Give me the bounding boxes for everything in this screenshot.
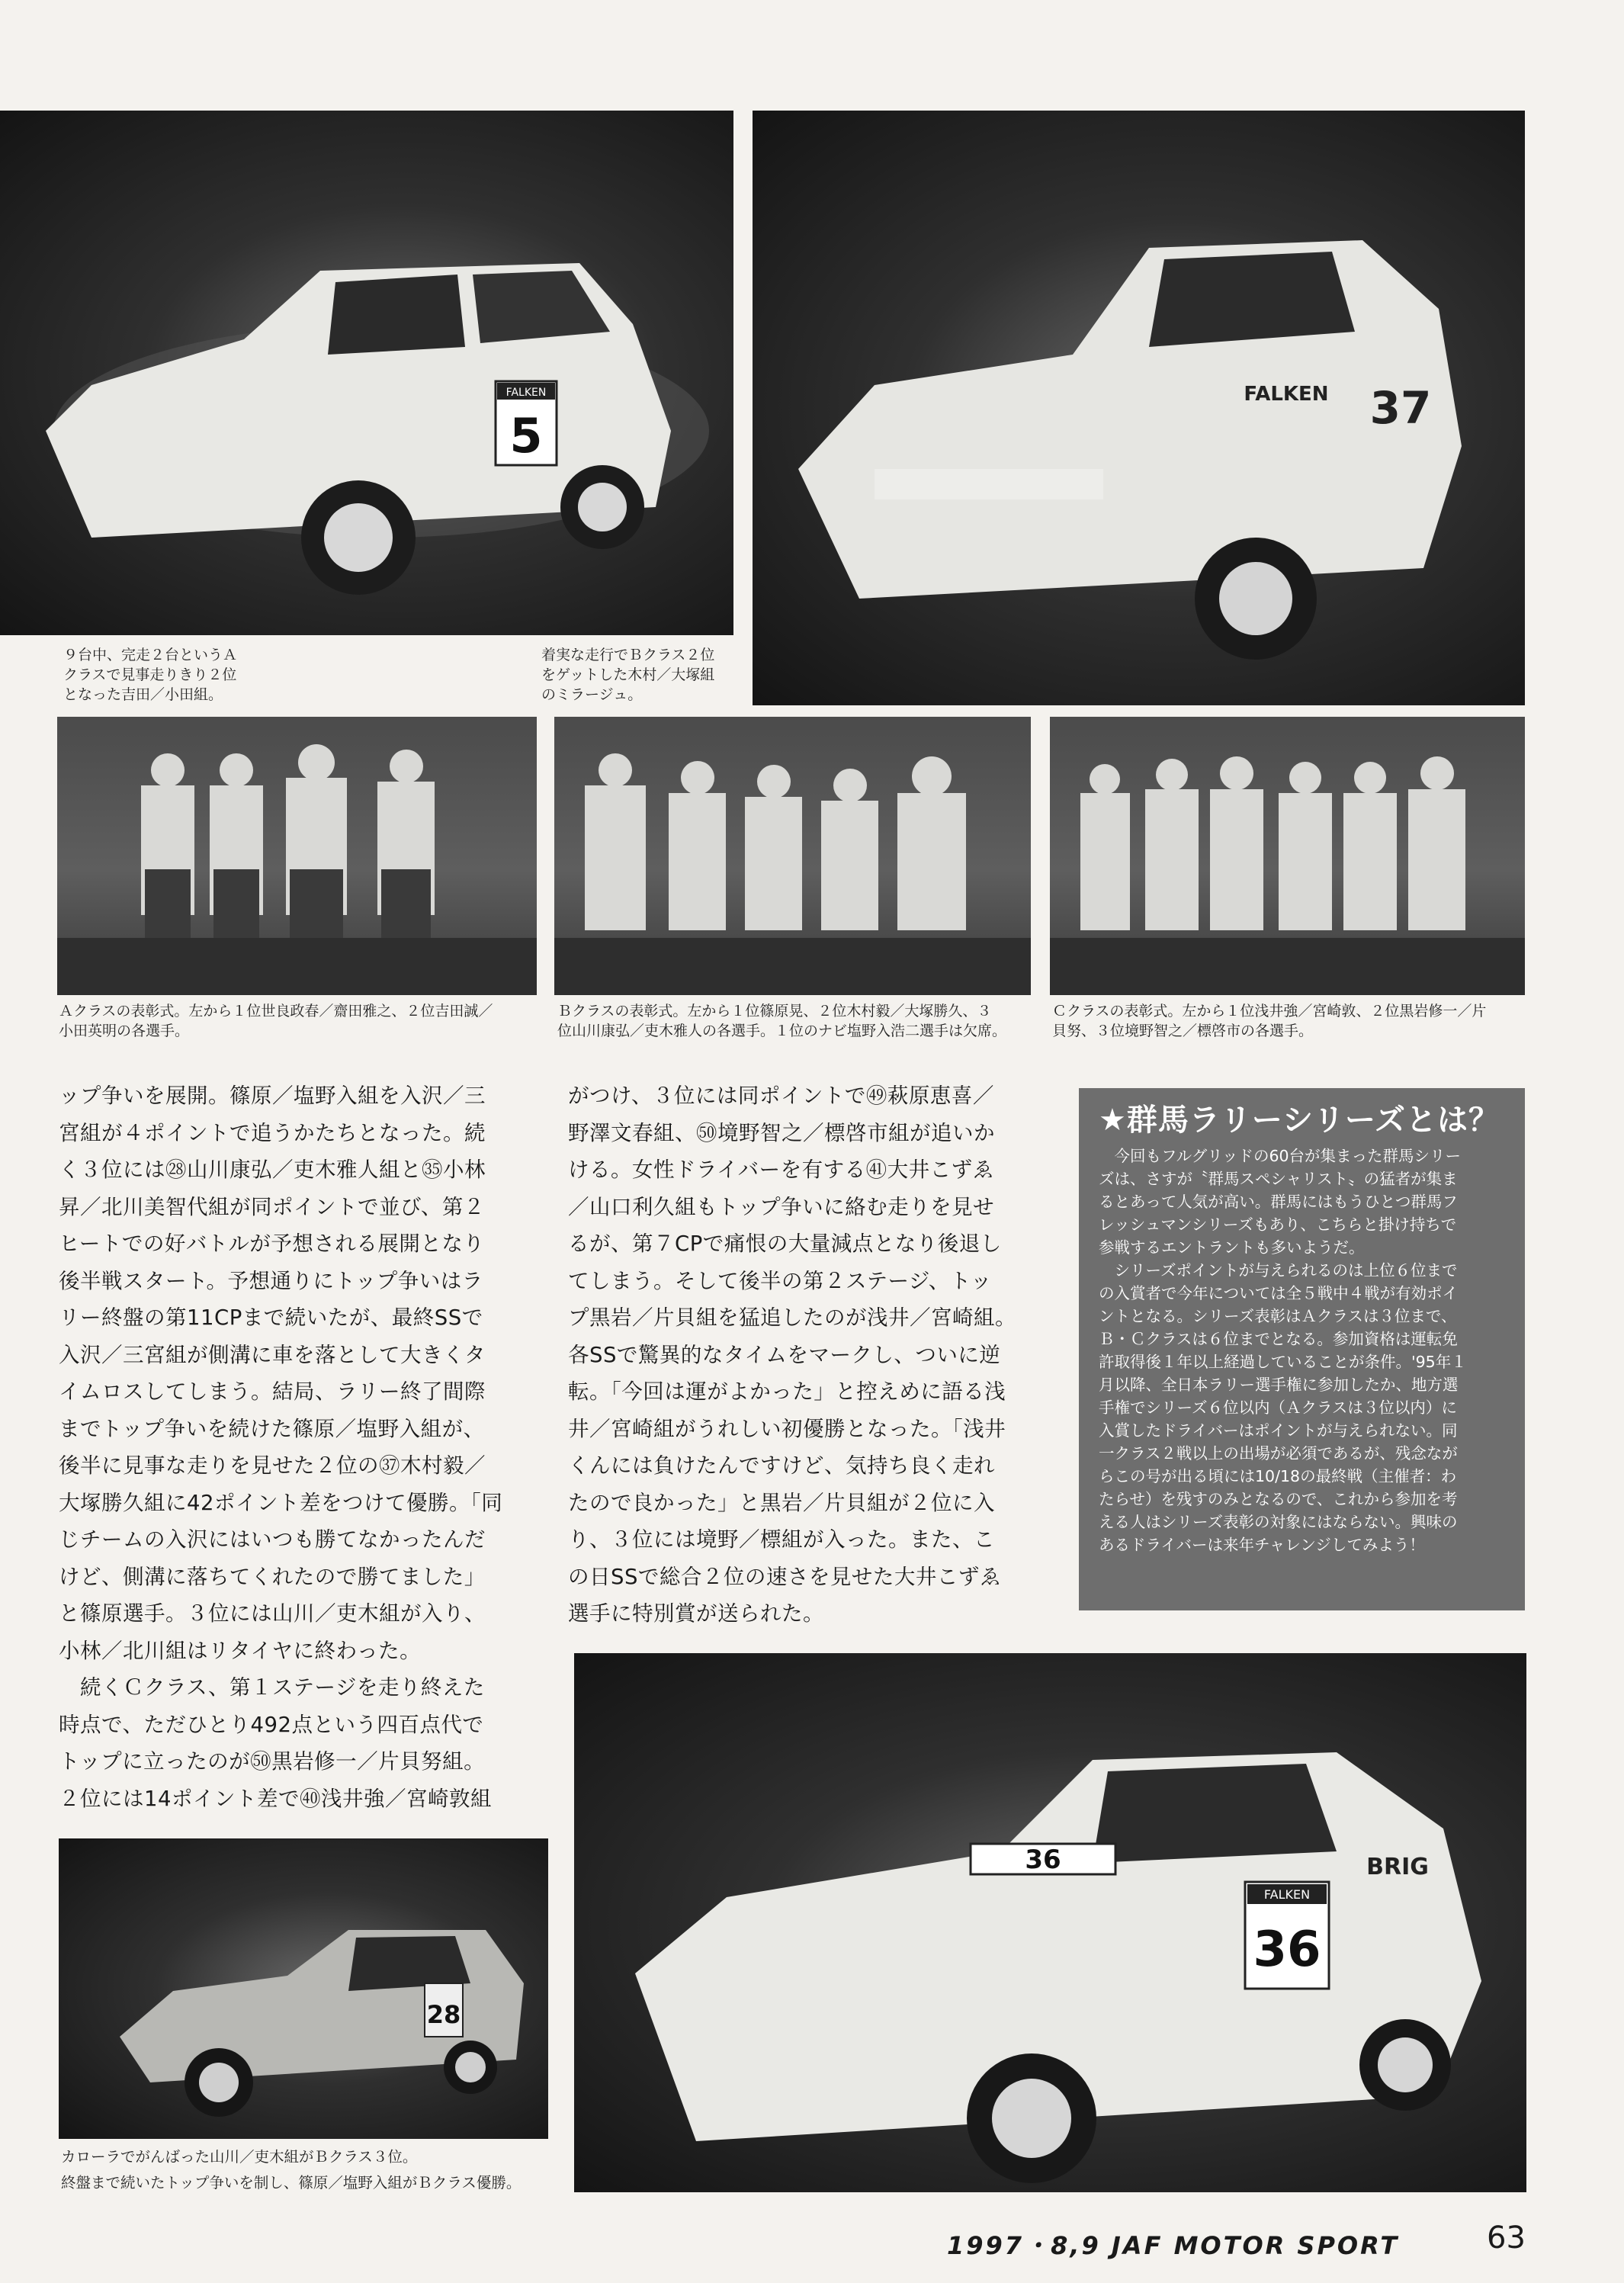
rally-photo-class-a-car (0, 111, 733, 635)
awards-ceremony-photo-class-b (554, 717, 1031, 995)
caption-corolla: カローラでがんばった山川／吏木組がＢクラス３位。 終盤まで続いたトップ争いを制し、篠原／塩野入組がＢクラス優勝。 (61, 2148, 522, 2191)
rally-photo-class-b-car (753, 111, 1525, 705)
rally-photo-class-b-winner-car (574, 1653, 1526, 2192)
caption-ceremony-class-c: Ｃクラスの表彰式。左から１位浅井強／宮崎敦、２位黒岩修一／片 貝努、３位境野智之／標啓市の各選手。 (1052, 1003, 1487, 1039)
caption-photo-class-b: 着実な走行でＢクラス２位 をゲットした木村／大塚組 のミラージュ。 (541, 647, 715, 703)
car-d-sponsor-decal: FALKEN (1263, 1887, 1311, 1902)
magazine-footer: 1997・8,9 JAF MOTOR SPORT (947, 2231, 1400, 2260)
caption-ceremony-class-a: Ａクラスの表彰式。左から１位世良政春／齋田雅之、２位吉田誠／ 小田英明の各選手。 (59, 1003, 493, 1039)
rally-photo-corolla (59, 1838, 548, 2139)
car-d-door-number: 36 (1253, 1922, 1321, 1978)
car-a-sponsor-decal: FALKEN (505, 387, 547, 399)
caption-ceremony-class-b: Ｂクラスの表彰式。左から１位篠原晃、２位木村毅／大塚勝久、３ 位山川康弘／吏木雅人の各選手。１位のナビ塩野入浩二選手は欠席。 (557, 1003, 1007, 1039)
car-b-sponsor-decal: FALKEN (1244, 383, 1329, 406)
car-a-number: 5 (509, 408, 543, 464)
awards-ceremony-photo-class-c (1050, 717, 1525, 995)
car-b-number: 37 (1369, 382, 1432, 434)
car-d-hood-number: 36 (1025, 1845, 1061, 1875)
article-column-1: ップ争いを展開。篠原／塩野入組を入沢／三 宮組が４ポイントで追うかたちとなった。続 く３位には㉘山川康弘／吏木雅人組と㉟小林 昇／北川美智代組が同ポイントで並び、第２ ヒートでの好バトルが予想される展開となり 後半戦スタート。予想通りにトップ争いはラ リー終盤の第11CPまで続いたが、最終SSで 入沢／三宮組が側溝に車を落として大きくタ イムロスしてしまう。結局、ラリー終了間際 までトップ争いを続けた篠原／塩野入組が、 後半に見事な走りを見せた２位の㊲木村毅／ 大塚勝久組に42ポイント差をつけて優勝。「同 じチームの入沢にはいつも勝てなかったんだ けど、側溝に落ちてくれたので勝てました」 と篠原選手。３位には山川／吏木組が入り、 小林／北川組はリタイヤに終わった。 続くＣクラス、第１ステージを走り終えた 時点で、ただひとり492点という四百点代で トップに立ったのが㊿黒岩修一／片貝努組。 ２位には14ポイント差で㊵浅井強／宮崎敦組 (59, 1084, 503, 1811)
car-d-brand-decal: BRIG (1366, 1854, 1429, 1880)
caption-photo-class-a: ９台中、完走２台というＡ クラスで見事走りきり２位 となった吉田／小田組。 (63, 647, 238, 703)
sidebar-title: ★群馬ラリーシリーズとは？ (1099, 1103, 1500, 1138)
car-c-number: 28 (426, 2000, 461, 2029)
article-column-2: がつけ、３位には同ポイントで㊾萩原恵喜／ 野澤文春組、㊿境野智之／標啓市組が追いか ける。女性ドライバーを有する㊶大井こずゑ ／山口利久組もトップ争いに絡む走りを見せ るが、第７CPで痛恨の大量減点となり後退し てしまう。そして後半の第２ステージ、トッ プ黒岩／片貝組を猛追したのが浅井／宮崎組。 各SSで驚異的なタイムをマークし、ついに逆 転。「今回は運がよかった」と控えめに語る浅 井／宮崎組がうれしい初優勝となった。「浅井 くんには負けたんですけど、気持ち良く走れ たので良かった」と黒岩／片貝組が２位に入 り、３位には境野／標組が入った。また、こ の日SSで総合２位の速さを見せた大井こずゑ 選手に特別賞が送られた。 (568, 1084, 1016, 1626)
sidebar-body: 今回もフルグリッドの60台が集まった群馬シリー ズは、さすが〝群馬スペシャリスト〟の猛者が集ま るとあって人気が高い。群馬にはもうひとつ群馬フ レッシュマンシリーズもあり、こちらと掛け持ちで 参戦するエントラントも多いようだ。 シリーズポイントが与えられるのは上位６位まで の入賞者で今年については全５戦中４戦が有効ポイ ントとなる。シリーズ表彰はＡクラスは３位まで、 Ｂ・Ｃクラスは６位までとなる。参加資格は運転免 許取得後１年以上経過していることが条件。'95年１ 月以降、全日本ラリー選手権に参加したか、地方選 手権でシリーズ６位以内（Ａクラスは３位以内）に 入賞したドライバーはポイントが与えられない。同 一クラス２戦以上の出場が必須であるが、残念なが らこの号が出る頃には10/18の最終戦（主催者：わ たらせ）を残すのみとなるので、これから参加を考 える人はシリーズ表彰の対象にはならない。興味の あるドライバーは来年チャレンジしてみよう！ (1099, 1147, 1467, 1554)
gunma-rally-series-sidebar (1079, 1088, 1525, 1610)
page-number: 63 (1487, 2220, 1526, 2256)
awards-ceremony-photo-class-a (57, 717, 537, 995)
